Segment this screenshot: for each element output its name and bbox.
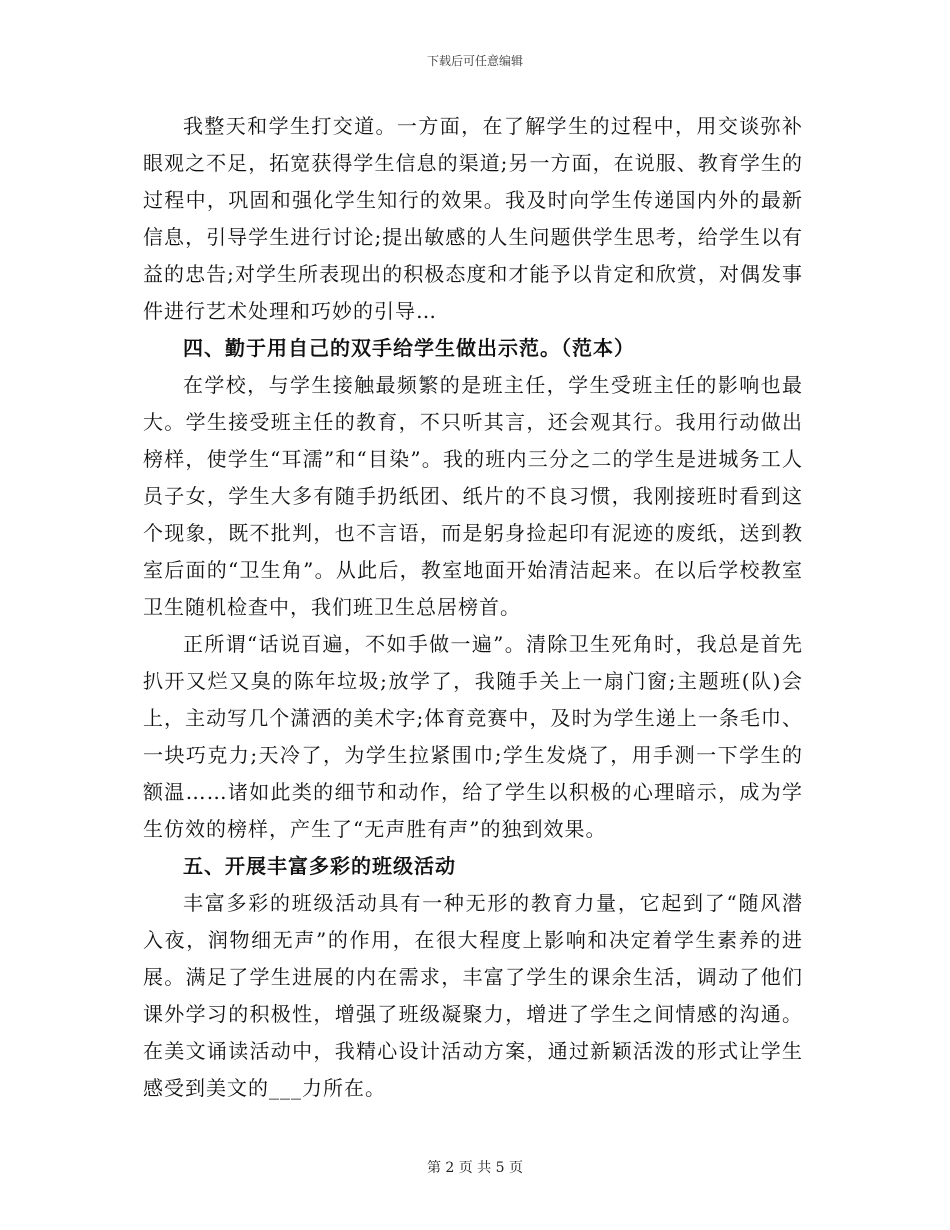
paragraph-2: 在学校，与学生接触最频繁的是班主任，学生受班主任的影响也最大。学生接受班主任的教育，不只听其言，还会观其行。我用行动做出榜样，使学生“耳濡”和“目染”。我的班内三分之二的学生是进城务工人员子女，学生大多有随手扔纸团、纸片的不良习惯，我刚接班时看到这个现象，既不批判，也不言语，而是躬身捡起印有泥迹的废纸，送到教室后面的“卫生角”。从此后，教室地面开始清洁起来。在以后学校教室卫生随机检查中，我们班卫生总居榜首。	[143, 373, 803, 619]
paragraph-4: 丰富多彩的班级活动具有一种无形的教育力量，它起到了“随风潜入夜，润物细无声”的作用，在很大程度上影响和决定着学生素养的进展。满足了学生进展的内在需求，丰富了学生的课余生活，调动了他们课外学习的积极性，增强了班级凝聚力，增进了学生之间情感的沟通。在美文诵读活动中，我精心设计活动方案，通过新颖活泼的形式让学生感受到美文的___力所在。	[143, 891, 803, 1100]
document-body	[143, 108, 803, 1107]
paragraph-1: 我整天和学生打交道。一方面，在了解学生的过程中，用交谈弥补眼观之不足，拓宽获得学生信息的渠道;另一方面，在说服、教育学生的过程中，巩固和强化学生知行的效果。我及时向学生传递国内外的最新信息，引导学生进行讨论;提出敏感的人生问题供学生思考，给学生以有益的忠告;对学生所表现出的积极态度和才能予以肯定和欣赏，对偶发事件进行艺术处理和巧妙的引导…	[143, 114, 803, 323]
section-heading-5: 五、开展丰富多彩的班级活动	[183, 854, 456, 878]
page-number: 第 2 页 共 5 页	[426, 1160, 524, 1176]
section-heading-4: 四、勤于用自己的双手给学生做出示范。（范本）	[183, 336, 635, 360]
header-note: 下载后可任意编辑	[426, 54, 523, 68]
paragraph-3: 正所谓“话说百遍，不如手做一遍”。清除卫生死角时，我总是首先扒开又烂又臭的陈年垃圾;放学了，我随手关上一扇门窗;主题班(队)会上，主动写几个潇洒的美术字;体育竞赛中，及时为学生递上一条毛巾、一块巧克力;天冷了，为学生拉紧围巾;学生发烧了，用手测一下学生的额温……诸如此类的细节和动作，给了学生以积极的心理暗示，成为学生仿效的榜样，产生了“无声胜有声”的独到效果。	[143, 632, 803, 841]
